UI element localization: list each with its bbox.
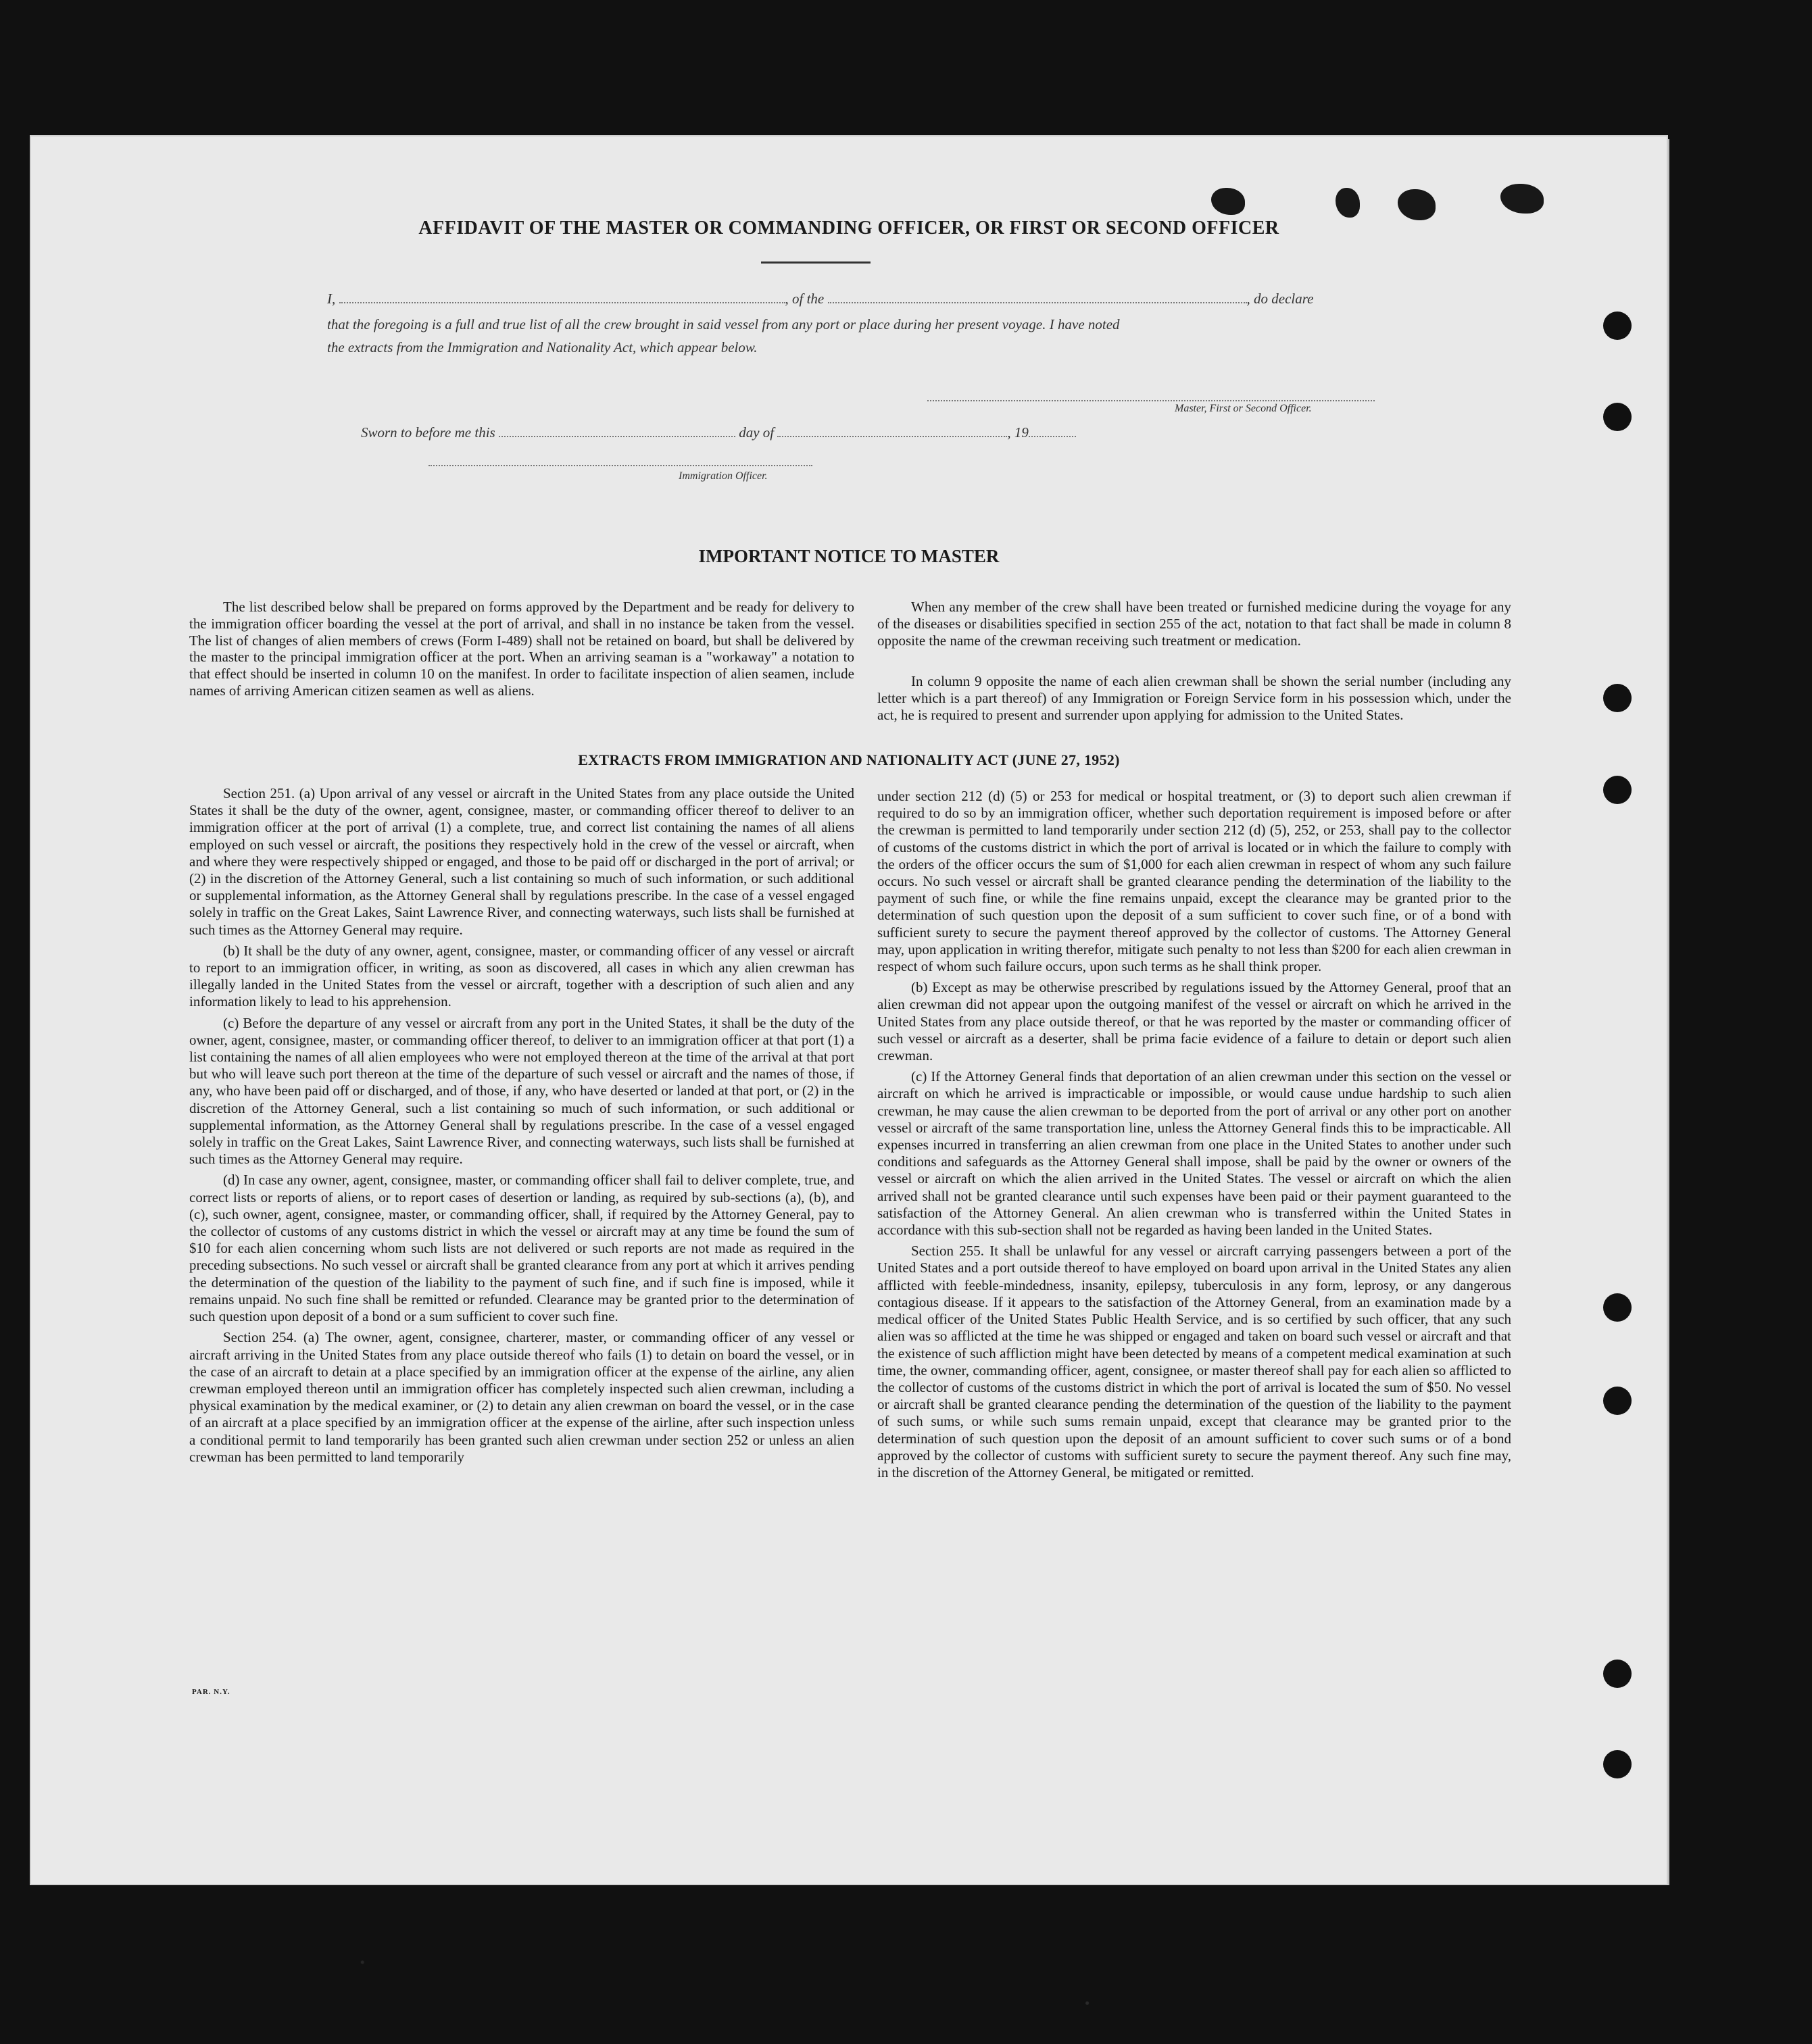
declare-i: I, [327,291,336,307]
binder-hole [1603,1293,1632,1322]
right-section-255: Section 255. It shall be unlawful for any vessel or aircraft carrying passengers between a port of the United States and a port outside thereof to have employed on board upon arrival in the United States any alien afflicted with feeble-mindedness, insanity, epilepsy, tuberculosis in any form, leprosy, or any dangerous contagious disease. If it appears to the satisfaction of the Attorney General, from an examination made by a medical officer of the United States Public Health Service, and is so certified by such officer, that any such alien was so afflicted at the time he was shipped or engaged and taken on board such vessel or aircraft and that the existence of such affliction might have been detected by means of a competent medical examination at such time, the owner, commanding officer, agent, consignee, or master thereof shall pay for each alien so afflicted to the collector of customs of the customs district in which the port of arrival is located the sum of $50. No vessel or aircraft shall be granted clearance pending the determination of the question of the liability to the payment of such sums, or while such sums remain unpaid, except that clearance may be granted prior to the determination of such question upon the deposit of an amount sufficient to cover such sums or of a bond approved by the collector of customs with sufficient surety to secure the payment thereof. Any such fine may, in the discretion of the Attorney General, be mitigated or remitted. [877,1243,1511,1480]
left-section-251b: (b) It shall be the duty of any owner, agent, consignee, master, or commanding officer of any vessel or aircraft to report to an immigration officer, in writing, as soon as discovered, all cases in which any alien crewman has illegally landed in the United States from the vessel or aircraft, together with a description of such alien and any information likely to lead to his apprehension. [189,942,854,1010]
declaration-line-3: the extracts from the Immigration and Nationality Act, which appear below. [327,339,758,355]
sworn-day-field [499,426,735,437]
declaration-block [327,285,1409,361]
extracts-title: EXTRACTS FROM IMMIGRATION AND NATIONALITY ACT (JUNE 27, 1952) [578,751,1120,768]
affidavit-title: AFFIDAVIT OF THE MASTER OR COMMANDING OFFICER, OR FIRST OR SECOND OFFICER [418,218,1279,239]
notice-title: IMPORTANT NOTICE TO MASTER [698,546,1000,566]
ink-blot [1398,189,1436,220]
notice-right-paragraph-2: In column 9 opposite the name of each alien crewman shall be shown the serial number (including any letter which is a part thereof) of any Immigration or Foreign Service form in his possession which, under the act, he is required to present and surrender upon applying for admission to the United States. [877,673,1511,723]
binder-hole [1603,403,1632,431]
binder-hole [1603,1660,1632,1688]
left-section-251c: (c) Before the departure of any vessel or aircraft from any port in the United States, it shall be the duty of the owner, agent, consignee, master, or commanding officer thereof, to deliver to an immigration officer at that port (1) a list containing the names of all alien employees who were not employed thereon at the time of the arrival at that port but who will leave such port thereon at the time of the departure of such vessel or aircraft and the names of those, if any, who have been paid off or discharged, and of those, if any, who have deserted or landed at that port, or (2) in the discretion of the Attorney General, such a list containing so much of such information, or such additional or supplemental information, as the Attorney General shall by regulations prescribe. In the case of a vessel engaged solely in traffic on the Great Lakes, Saint Lawrence River, and connecting waterways, such lists shall be furnished at such times as the Attorney General may require. [189,1014,854,1168]
extracts-right-column [877,788,1511,1485]
declaration-line-2: that the foregoing is a full and true list of all the crew brought in said vessel from any port or place during her present voyage. I have noted [327,316,1120,332]
officer-signature-line [428,465,812,466]
left-section-254a: Section 254. (a) The owner, agent, consignee, charterer, master, or commanding officer of any vessel or aircraft arriving in the United States from any place outside thereof who fails (1) to detain on board the vessel, or in the case of an aircraft to detain at a place specified by an immigration officer at the expense of the airline, any alien crewman employed thereon until an immigration officer has completely inspected such alien crewman, including a physical examination by the medical examiner, or (2) to detain any alien crewman on board the vessel, or in the case of an aircraft at a place specified by an immigration officer at the expense of the airline, after such inspection unless a conditional permit to land temporarily has been granted such alien crewman under section 252 or unless an alien crewman has been permitted to land temporarily [189,1329,854,1465]
binder-hole [1603,776,1632,804]
sworn-month-field [777,426,1007,437]
left-section-251a: Section 251. (a) Upon arrival of any vessel or aircraft in the United States from any place outside the United States it shall be the duty of the owner, agent, consignee, master, or commanding officer thereof to deliver to an immigration officer at the port of arrival (1) a complete, true, and correct list containing the names of all aliens employed on such vessel or aircraft, the positions they respectively hold in the crew of the vessel or aircraft, when and where they were respectively shipped or engaged, and those to be paid off or discharged in the port of arrival; or (2) in the discretion of the Attorney General, such a list containing so much of such information, or such additional or supplemental information, as the Attorney General shall by regulations prescribe. In the case of a vessel engaged solely in traffic on the Great Lakes, Saint Lawrence River, and connecting waterways, such lists shall be furnished at such times as the Attorney General may require. [189,785,854,938]
binder-hole [1603,1387,1632,1415]
binder-hole [1603,311,1632,340]
extracts-left-column [189,785,854,1470]
left-section-251d: (d) In case any owner, agent, consignee, master, or commanding officer shall fail to deliver complete, true, and correct lists or reports of aliens, or to report cases of desertion or landing, as required by sub-sections (a), (b), and (c), such owner, agent, consignee, master, or commanding officer, shall, if required by the Attorney General, pay to the collector of customs of any customs district in which the vessel or aircraft may at any time be found the sum of $10 for each alien concerning whom such lists are not delivered or such reports are not made as required in the preceding subsections. No such vessel or aircraft shall be granted clearance from any port at which it arrives pending the determination of the question of the liability to the payment of such fine, and if such fine is imposed, while it remains unpaid. No such fine shall be remitted or refunded. Clearance may be granted prior to the determination of such question upon deposit of a bond or a sum sufficient to cover such fine. [189,1172,854,1325]
declare-of-the: , of the [785,291,825,307]
declare-end: , do declare [1246,291,1314,307]
master-caption: Master, First or Second Officer. [1175,403,1312,414]
title-divider [761,261,871,264]
right-section-254c: (c) If the Attorney General finds that deportation of an alien crewman under this section on the vessel or aircraft on which he arrived is impracticable or impossible, or would cause undue hardship to such alien crewman, he may cause the alien crewman to be deported from the port of arrival or any other port on another vessel or aircraft of the same transportation line, unless the Attorney General finds this to be impracticable. All expenses incurred in transferring an alien crewman from one place in the United States to another under such conditions and safeguards as the Attorney General shall impose, shall be paid by the owner or owners of the vessel or aircraft on which the alien arrived in the United States. The vessel or aircraft on which the alien arrived shall not be granted clearance until such expenses have been paid or their payment guaranteed to the satisfaction of the Attorney General. An alien crewman who is transferred within the United States in accordance with this sub-section shall not be regarded as having been landed in the United States. [877,1068,1511,1239]
sworn-line [361,419,1240,446]
officer-caption: Immigration Officer. [679,470,768,482]
sworn-label: Sworn to before me this [361,424,495,441]
year-prefix: , 19 [1007,424,1029,441]
ink-blot [1500,184,1544,214]
right-section-254b: (b) Except as may be otherwise prescribed by regulations issued by the Attorney General, proof that an alien crewman did not appear upon the outgoing manifest of the vessel or aircraft on which he arrived in the United States from any place outside thereof, or that he was reported by the master or commanding officer of such vessel or aircraft as a deserter, shall be prima facie evidence of a failure to detain or deport such alien crewman. [877,979,1511,1064]
printer-mark: PAR. N.Y. [192,1688,230,1696]
notice-right-paragraph-1: When any member of the crew shall have been treated or furnished medicine during the voyage for any of the diseases or disabilities specified in section 255 of the act, notation to that fact shall be made in column 8 opposite the name of the crewman receiving such treatment or medication. [877,599,1511,649]
ink-blot [1336,188,1360,218]
year-field [1029,426,1076,437]
document-page [30,135,1668,1885]
binder-hole [1603,684,1632,712]
notice-left-paragraph: The list described below shall be prepared on forms approved by the Department and be ready for delivery to the immigration officer boarding the vessel at the port of arrival, and shall in no instance be taken from the vessel. The list of changes of alien members of crews (Form I-489) shall not be retained on board, but shall be delivered by the master to the principal immigration officer at the port. When an arriving seaman is a "workaway" a notation to that effect should be inserted in column 10 on the manifest. In order to facilitate inspection of alien seamen, include names of arriving American citizen seamen as well as aliens. [189,599,854,699]
vessel-field-line [828,293,1247,303]
day-of-label: day of [739,424,775,441]
declaration-line-1 [327,285,1409,312]
master-signature-line [927,400,1375,401]
ink-blot [1211,188,1245,215]
right-section-254a-cont: under section 212 (d) (5) or 253 for medical or hospital treatment, or (3) to deport such alien crewman if required to do so by an immigration officer, whether such deportation requirement is imposed before or after the crewman is permitted to land temporarily under section 212 (d) (5), 252, or 253, shall pay to the collector of customs of the customs district in which the port of arrival is located or in which the failure to comply with the orders of the officer occurs the sum of $1,000 for each alien crewman in respect of whom any such failure occurs. No such vessel or aircraft shall be granted clearance pending the determination of the liability to the payment of such fine, or while the fine remains unpaid, except the clearance may be granted prior to the determination of such question upon the deposit of a sum sufficient to cover such fine, or of a bond with sufficient surety to secure the payment thereof approved by the collector of customs. The Attorney General may, upon application in writing therefor, mitigate such penalty to not less than $200 for each alien crewman in respect of whom such failure occurs, upon such terms as he shall think proper. [877,788,1511,975]
binder-hole [1603,1750,1632,1778]
name-field-line [339,293,785,303]
